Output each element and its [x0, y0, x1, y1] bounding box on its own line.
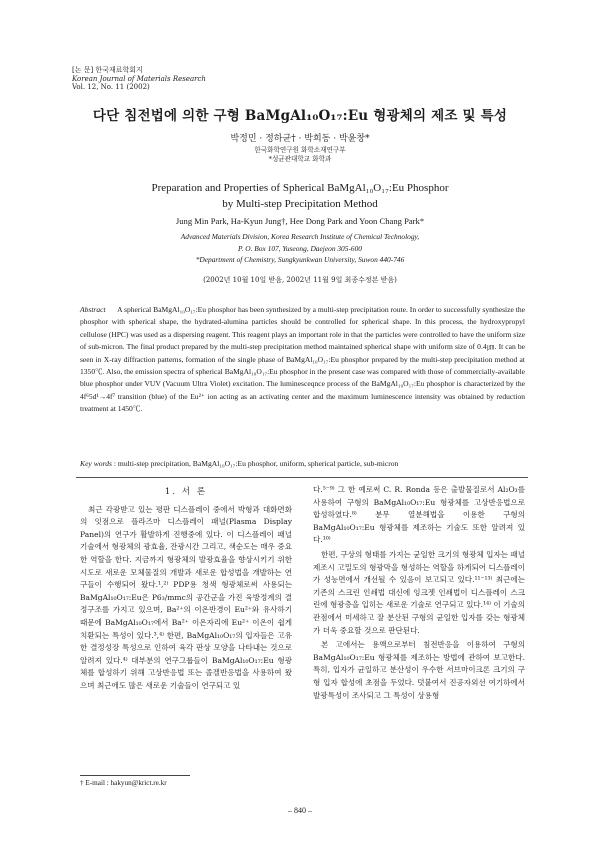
abstract [80, 304, 525, 416]
title-english [0, 180, 600, 212]
title-english-line: Preparation and Properties of Spherical BaMgAl₁₀O₁₇:Eu Phosphor [151, 182, 449, 194]
body-column-right [313, 484, 525, 704]
footnote-divider [80, 775, 190, 776]
body-column-left [80, 484, 292, 695]
title-korean: 다단 침전법에 의한 구형 BaMgAl₁₀O₁₇:Eu 형광체의 제조 및 특성 [92, 108, 508, 124]
section-divider [76, 477, 528, 478]
affiliation-korean-line: 한국화학연구원 화학소재연구부 [254, 146, 346, 154]
affiliation-english-line: P. O. Box 107, Yuseong, Daejeon 305-600 [238, 243, 362, 253]
keywords-label: Key words [80, 459, 112, 468]
abstract-text: A spherical BaMgAl₁₀O₁₇:Eu phosphor has been synthesized by a multi-step precipitation route. In order to successfully synthesize the phosphor with spherical shape, the hydrated-alumina particles should be controlled for spherical shape. In this process, the hydroxypropyl cellulose (HPC) was used as a dispersing reagent. This reagent plays an important role in that the particles were controlled to have the uniform size of sub-micron. The final product prepared by the multi-step precipitation method maintained spherical shape with uniform size of 0.4㎛. It can be seen in X-ray diffraction patterns, formation of the single phase of BaMgAl₁₀O₁₇:Eu phosphor prepared by the multi-step precipitation method at 1350℃. Also, the emission spectra of spherical BaMgAl₁₀O₁₇:Eu phosphor in the present case was compared with those of commercially-available blue phosphor under VUV (Vacuum Ultra Violet) excitation. The luminesceqnce process of the BaMgAl₁₀O₁₇:Eu phosphor is characterized by the 4f⁶5d¹→4f⁷ transition (blue) of the Eu²⁺ ion acting as an activating center and the maximum luminescence intensity was obtained by reduction treatment at 1450℃. [80, 305, 525, 414]
affiliation-english [0, 231, 600, 266]
affiliation-korean-line: *성균관대학교 화학과 [268, 155, 332, 163]
keywords-text: : multi-step precipitation, BaMgAl₁₀O₁₇:Eu phosphor, uniform, spherical particle, sub-micron [113, 459, 399, 468]
authors-korean: 박정민 · 정하균† · 박희동 · 박윤창* [230, 134, 370, 144]
page-number: – 840 – [288, 806, 312, 815]
received-dates: (2002년 10월 10일 받음, 2002년 11월 9일 최종수정본 받음) [203, 276, 397, 284]
journal-name-ko: [논 문] 한국재료학회지 [72, 66, 143, 74]
journal-name-en: Korean Journal of Materials Research [72, 74, 206, 83]
keywords [80, 459, 525, 468]
authors-english: Jung Min Park, Ha-Kyun Jung†, Hee Dong Park and Yoon Chang Park* [175, 216, 425, 226]
section-heading: 1. 서 론 [164, 487, 208, 497]
body-paragraph: 한편, 구상의 형태를 가지는 균일한 크기의 형광체 입자는 패널 제조시 고밀도의 형광막을 형성하는 역할을 하게되어 디스플레이가 성능면에서 개선될 수 있음이 보고되고 있다.¹¹⁻¹³⁾ 최근에는 기존의 스크린 인쇄법 대신에 잉크젯 인쇄법이 디스플레이 스크린에 형광층을 입히는 새로운 기술로 연구되고 있다.¹⁴⁾ 이 기술의 관점에서 미세하고 잘 분산된 구형의 균일한 입자를 갖는 형광체가 더욱 중요할 것으로 판단된다. [313, 549, 525, 635]
affiliation-english-line: Advanced Materials Division, Korea Research Institute of Chemical Technology, [180, 232, 420, 241]
title-english-line: by Multi-step Precipitation Method [222, 198, 378, 210]
abstract-label: Abstract [80, 305, 106, 314]
body-paragraph: 최근 각광받고 있는 평판 디스플레이 중에서 박형과 대화면화의 잇점으로 플라즈마 디스플레이 패널(Plasma Display Panel)의 연구가 활발하게 진행중에 있다. 이 디스플레이 패널 기술에서 형광체의 광효율, 잔광시간 그리고, 색순도는 매우 중요한 역할을 한다. 지금까지 형광체의 발광효율을 향상시키기 위한 시도로 새로운 모체물질의 개발과 새로운 합성법을 개발하는 연구들이 수행되어 왔다.¹,²⁾ PDP용 청색 형광체로써 사용되는 BaMgAl₁₀O₁₇:Eu은 P6₃/mmc의 공간군을 가진 육방정계의 결정구조를 가지고 있으며, Ba²⁺의 이온반경이 Eu²⁺와 유사하기 때문에 BaMgAl₁₀O₁₇에서 Ba²⁺ 이온자리에 Eu²⁺ 이온이 쉽게 치환되는 특성이 있다.³,⁴⁾ 한편, BaMgAl₁₀O₁₇의 입자들은 고유한 결정성장 특성으로 인하여 육각 판상 모양을 나타내는 것으로 알려져 있다.⁴⁾ 대부분의 연구그룹들이 BaMgAl₁₀O₁₇:Eu 형광체를 합성하기 위해 고상반응법 또는 졸겔반응법을 사용하여 왔으며 최근에도 많은 새로운 기술들이 연구되고 있 [80, 504, 292, 690]
affiliation-english-line: *Department of Chemistry, Sungkyunkwan University, Suwon 440-746 [195, 255, 405, 265]
journal-volume: Vol. 12, No. 11 (2002) [72, 83, 150, 91]
body-paragraph: 본 고에서는 용액으로부터 침전반응을 이용하여 구형의 BaMgAl₁₀O₁₇:Eu 형광체를 제조하는 방법에 관하여 보고한다. 특히, 입자가 균일하고 분산성이 우수한 서브마이크론 크기의 구형 입자 합성에 초점을 두었다. 덧붙여서 진공자외선 여기하에서 발광특성이 조사되고 그 특성이 상용형 [313, 640, 525, 700]
journal-header [72, 66, 206, 92]
affiliation-korean [0, 146, 600, 164]
body-paragraph: 다.⁵⁻⁹⁾ 그 한 예로써 C. R. Ronda 등은 출발물질로서 Al₂O₃를 사용하여 구형의 BaMgAl₁₀O₁₇:Eu 형광체를 고상반응법으로 합성하였다.⁸⁾ 분무 열분해법을 이용한 구형의 BaMgAl₁₀O₁₇:Eu 형광체를 제조하는 기술도 또한 알려져 있다.¹⁰⁾ [313, 485, 525, 545]
footnote-email: † E-mail : hakyun@krict.re.kr [80, 779, 167, 787]
